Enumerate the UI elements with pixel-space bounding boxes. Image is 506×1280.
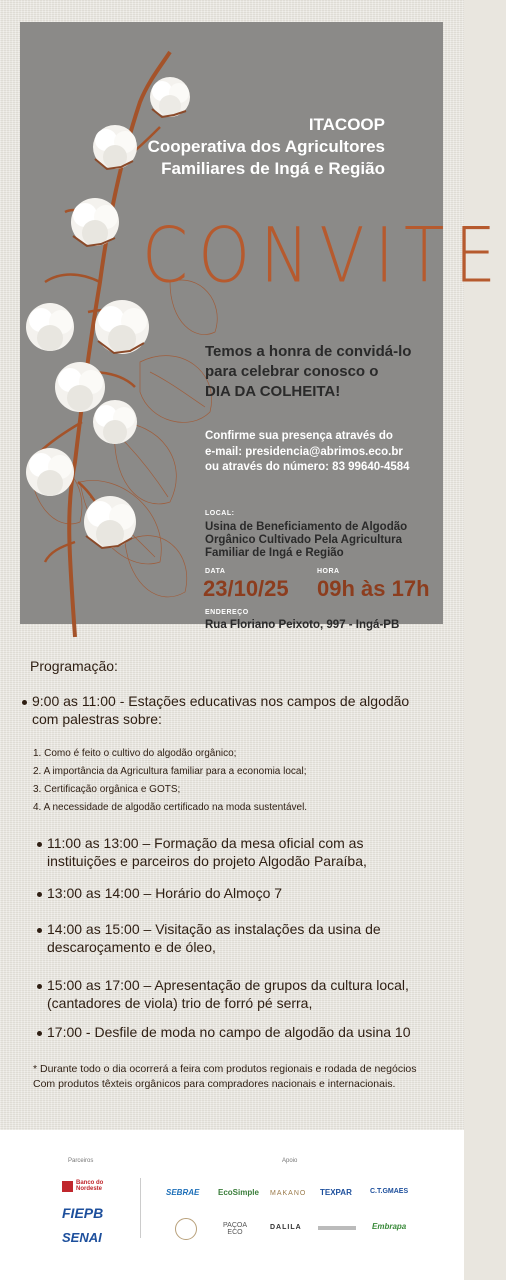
makano-logo: MAKANO — [270, 1190, 307, 1197]
program-item-1-line-2: com palestras sobre: — [32, 711, 162, 727]
program-item-2 — [47, 834, 367, 870]
event-address: Rua Floriano Peixoto, 997 - Ingá-PB — [205, 619, 400, 631]
texpar-logo: TEXPAR — [320, 1188, 352, 1197]
footnote — [33, 1062, 417, 1092]
invitation-text — [205, 342, 411, 402]
local-label: LOCAL: — [205, 510, 235, 517]
program-item-5 — [47, 976, 409, 1012]
event-date: 23/10/25 — [203, 576, 289, 601]
rsvp-info — [205, 429, 410, 476]
partners-label: Parceiros — [68, 1158, 94, 1164]
phone-prefix: ou através do número: — [205, 461, 333, 473]
divider — [140, 1178, 141, 1238]
invitation-line-2: para celebrar conosco o — [205, 363, 379, 380]
email-link[interactable]: presidencia@abrimos.eco.br — [245, 445, 403, 458]
program-item-1-line-1: 9:00 as 11:00 - Estações educativas nos campos de algodão — [32, 693, 410, 709]
pacoa-logo: PAÇOA ECO — [223, 1222, 247, 1236]
program-item-4-line-2: descaroçamento e de óleo, — [47, 939, 216, 955]
senai-logo: SENAI — [62, 1230, 102, 1245]
local-line-2: Orgânico Cultivado Pela Agricultura — [205, 534, 403, 546]
banco-nordeste-logo — [62, 1180, 120, 1192]
phone-link[interactable]: 83 99640-4584 — [332, 461, 410, 473]
dalila-logo: DALILA — [270, 1224, 302, 1231]
invitation-card — [20, 22, 506, 631]
sponsors-footer — [0, 1130, 464, 1280]
ctgmaes-logo: C.T.GMAES — [370, 1188, 409, 1195]
program-item-2-line-2: instituições e parceiros do projeto Algodão Paraíba, — [47, 853, 367, 869]
footnote-line-2: Com produtos têxteis orgânicos para compradores nacionais e internacionais. — [33, 1078, 396, 1090]
text-logo-icon — [318, 1226, 356, 1230]
program-item-6: 17:00 - Desfile de moda no campo de algodão da usina 10 — [47, 1024, 411, 1040]
sub-item-2: 2. A importância da Agricultura familiar para a economia local; — [33, 766, 307, 777]
program-item-3: 13:00 as 14:00 – Horário do Almoço 7 — [47, 885, 283, 901]
bnb-mark-icon — [62, 1181, 73, 1192]
org-line-3: Familiares de Ingá e Região — [161, 159, 385, 178]
org-acronym: ITACOOP — [308, 115, 385, 134]
org-line-2: Cooperativa dos Agricultores — [147, 137, 385, 156]
cotton-boll — [150, 77, 190, 117]
program-item-4-line-1: 14:00 as 15:00 – Visitação as instalações da usina de — [47, 921, 381, 937]
organization-name — [148, 114, 385, 180]
sub-item-3: 3. Certificação orgânica e GOTS; — [33, 784, 181, 795]
time-label: HORA — [317, 568, 340, 575]
bullet — [37, 842, 42, 847]
program-title: Programação: — [30, 658, 118, 674]
bullet — [37, 892, 42, 897]
event-time: 09h às 17h — [317, 576, 430, 601]
sub-item-1: 1. Como é feito o cultivo do algodão orgânico; — [33, 748, 237, 759]
program-item-5-line-1: 15:00 as 17:00 – Apresentação de grupos da cultura local, — [47, 977, 409, 993]
partner-1-name: Banco do Nordeste — [76, 1180, 104, 1192]
bullet — [37, 984, 42, 989]
address-label: ENDEREÇO — [205, 609, 249, 616]
invitation-line-3: DIA DA COLHEITA! — [205, 383, 341, 400]
fiepb-logo: FIEPB — [62, 1205, 104, 1221]
program-item-5-line-2: (cantadores de viola) trio de forró pé serra, — [47, 995, 313, 1011]
rsvp-email-line — [205, 445, 410, 461]
seal-logo-icon — [175, 1218, 197, 1240]
date-label: DATA — [205, 568, 226, 575]
program-item-2-line-1: 11:00 as 13:00 – Formação da mesa oficial com as — [47, 835, 364, 851]
page-title: CONVITE — [142, 211, 506, 300]
bullet — [37, 1031, 42, 1036]
sebrae-logo: SEBRAE — [166, 1188, 200, 1197]
sub-item-4: 4. A necessidade de algodão certificado na moda sustentável. — [33, 802, 308, 813]
ecosimple-logo: EcoSimple — [218, 1188, 259, 1197]
local-line-3: Familiar de Ingá e Região — [205, 547, 344, 559]
email-prefix: e-mail: — [205, 445, 246, 458]
bullet — [37, 928, 42, 933]
invitation-line-1: Temos a honra de convidá-lo — [205, 343, 412, 360]
bullet — [22, 700, 27, 705]
support-label: Apoio — [282, 1158, 298, 1164]
program-item-4 — [47, 920, 381, 956]
rsvp-phone-line — [205, 460, 410, 476]
local-value — [205, 521, 407, 560]
embrapa-logo: Embrapa — [372, 1222, 407, 1231]
rsvp-line: Confirme sua presença através do — [205, 430, 393, 442]
local-line-1: Usina de Beneficiamento de Algodão — [205, 521, 408, 533]
footnote-line-1: * Durante todo o dia ocorrerá a feira com produtos regionais e rodada de negócios — [33, 1063, 417, 1075]
program-item-1 — [32, 692, 409, 728]
